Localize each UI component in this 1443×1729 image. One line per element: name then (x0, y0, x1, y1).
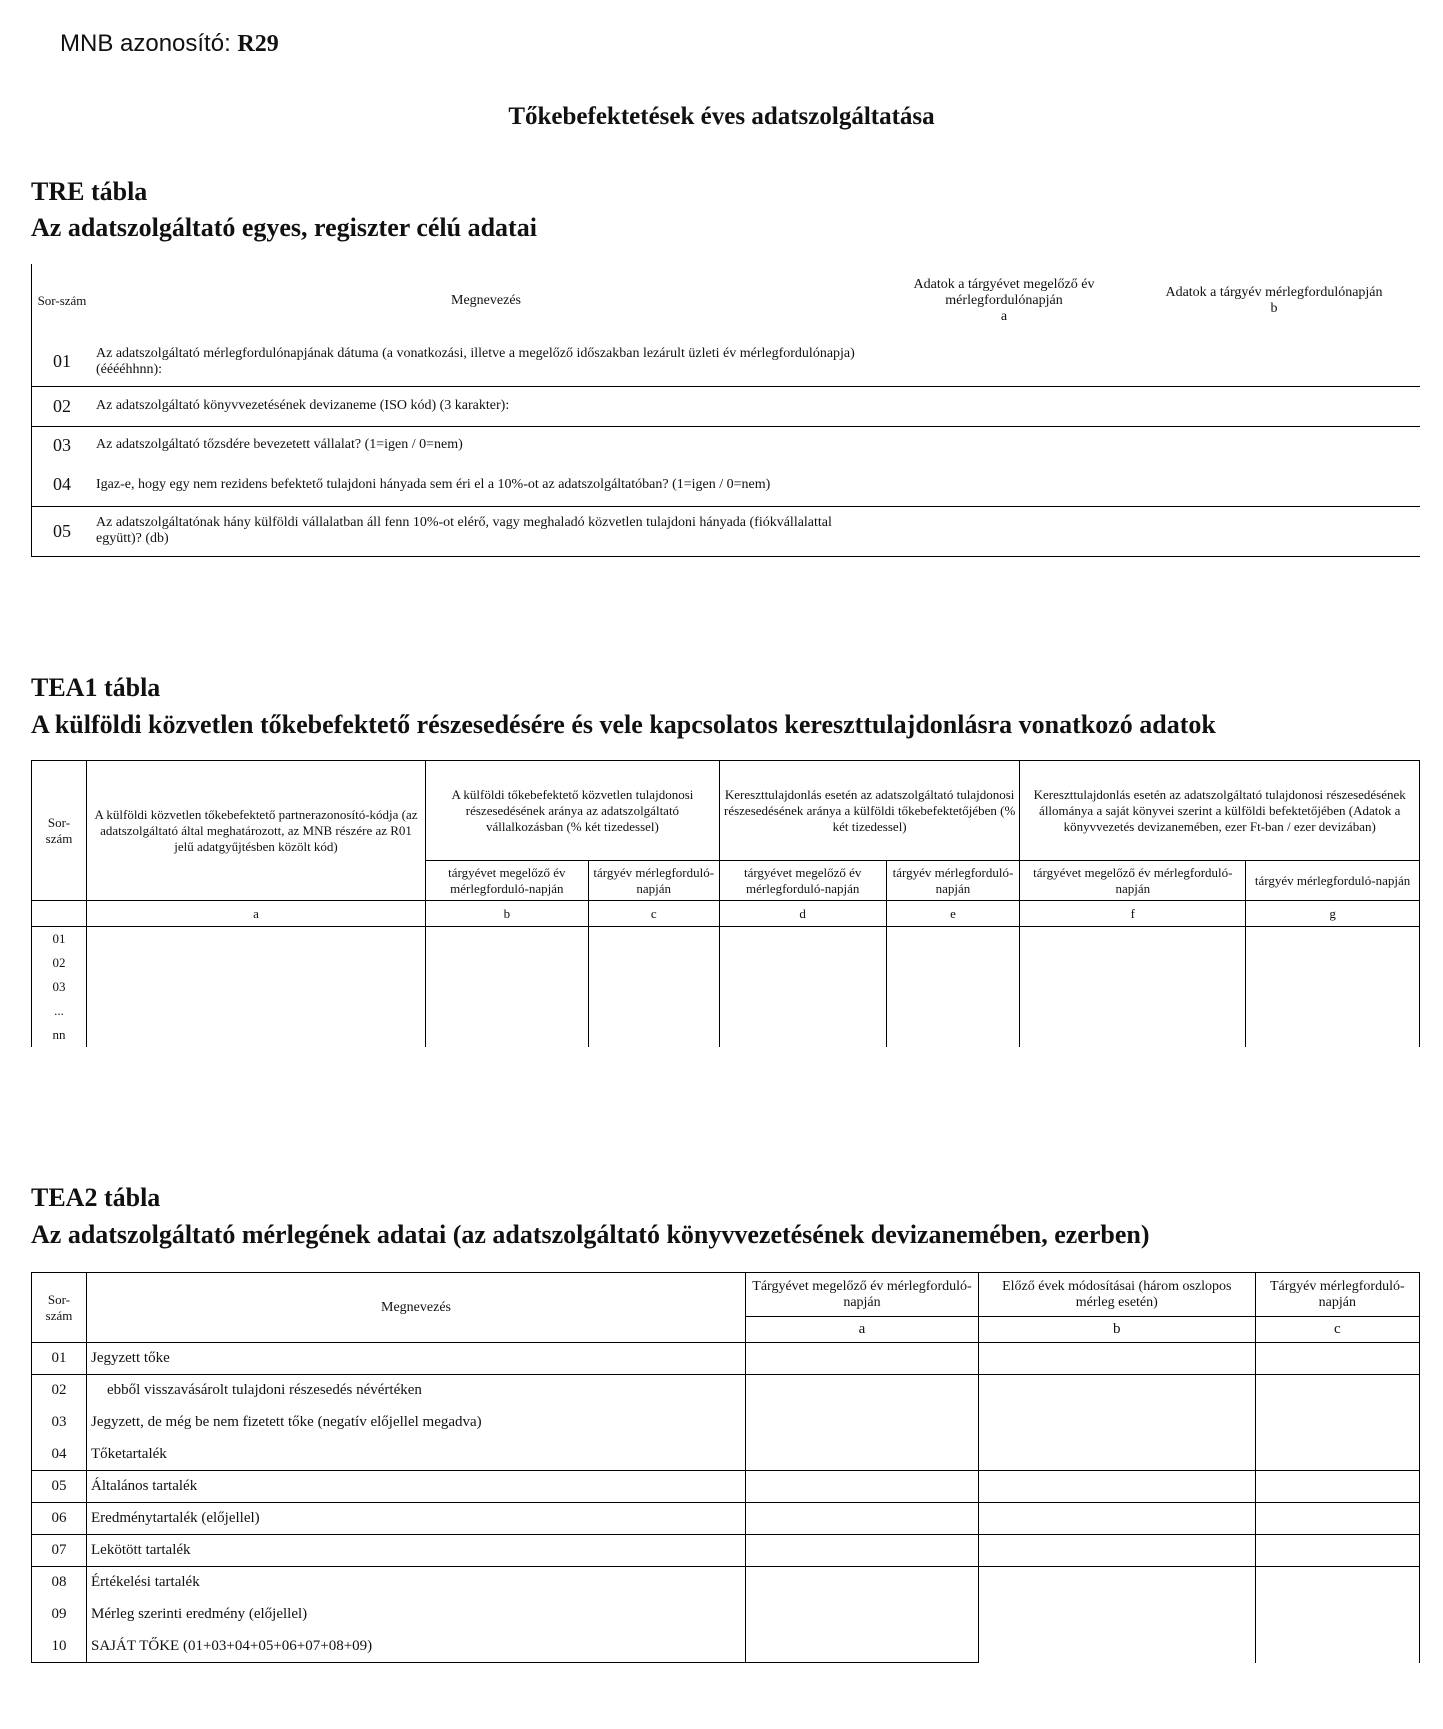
tea1-group-3: Kereszttulajdonlás esetén az adatszolgáltató tulajdonosi részesedésének állománya a saját könyvei szerint a külföldi befektetőjében (Adatok a könyvvezetés devizanemében, ezer Ft-ban / ezer devizában) (1020, 761, 1420, 861)
row-number: nn (32, 1023, 87, 1047)
identifier-label: MNB azonosító: (60, 30, 238, 57)
row-number: 03 (32, 975, 87, 999)
row-number: 02 (32, 951, 87, 975)
row-number: 01 (32, 338, 93, 386)
tea1-subtitle: A külföldi közvetlen tőkebefektető részesedésére és vele kapcsolatos kereszttulajdonlásra vonatkozó adatok (31, 710, 1216, 739)
row-number: 05 (32, 506, 93, 556)
table-row (32, 338, 1421, 386)
tea1-letter-e: e (886, 901, 1020, 927)
tre-col-sorszam: Sor-szám (32, 264, 93, 338)
tre-table (31, 264, 1420, 557)
row-number: 04 (32, 1439, 87, 1471)
row-label: Az adatszolgáltató könyvvezetésének devizaneme (ISO kód) (3 karakter): (92, 386, 880, 426)
tre-letter-a: a (1000, 309, 1008, 324)
tea2-col-a: Tárgyévet megelőző év mérlegforduló-napján (746, 1273, 979, 1317)
tea2-col-sorszam: Sor-szám (32, 1273, 87, 1343)
tea1-sub-e: tárgyév mérlegforduló-napján (886, 861, 1020, 901)
table-row (32, 1407, 1420, 1439)
row-label: Igaz-e, hogy egy nem rezidens befektető tulajdoni hányada sem éri el a 10%-ot az adatszolgáltatóban? (1=igen / 0=nem) (92, 464, 880, 506)
row-number: 08 (32, 1567, 87, 1599)
row-number: 03 (32, 1407, 87, 1439)
tea1-sub-d: tárgyévet megelőző év mérlegforduló-napján (719, 861, 886, 901)
tea1-letter-a: a (87, 901, 426, 927)
tea1-col-sorszam: Sor-szám (32, 761, 87, 901)
table-row (32, 1631, 1420, 1663)
tre-title: TRE tábla (31, 177, 148, 206)
table-row (32, 1535, 1420, 1567)
row-number: 02 (32, 386, 93, 426)
table-row (32, 927, 1420, 952)
tea2-letter-b: b (978, 1317, 1255, 1343)
row-number: 01 (32, 927, 87, 952)
row-number: 01 (32, 1343, 87, 1375)
table-row (32, 426, 1421, 464)
tea1-sub-b: tárgyévet megelőző év mérlegforduló-napján (426, 861, 589, 901)
table-row (32, 1439, 1420, 1471)
tea2-letter-c: c (1255, 1317, 1419, 1343)
row-label: Mérleg szerinti eredmény (előjellel) (87, 1599, 746, 1631)
tea2-letter-a: a (746, 1317, 979, 1343)
tea1-letter-b: b (426, 901, 589, 927)
table-row (32, 975, 1420, 999)
table-row (32, 1599, 1420, 1631)
tea1-group-1: A külföldi tőkebefektető közvetlen tulajdonosi részesedésének aránya az adatszolgáltató vállalkozásban (% két tizedessel) (426, 761, 720, 861)
tea1-sub-c: tárgyév mérlegforduló-napján (588, 861, 719, 901)
tea1-table (31, 760, 1420, 1047)
table-row (32, 951, 1420, 975)
row-label: Az adatszolgáltatónak hány külföldi vállalatban áll fenn 10%-ot elérő, vagy meghaladó közvetlen tulajdoni hányada (fiókvállalattal együtt)? (db) (92, 506, 880, 556)
row-label: Eredménytartalék (előjellel) (87, 1503, 746, 1535)
tre-col-megnevezes: Megnevezés (451, 293, 521, 308)
row-number: 02 (32, 1375, 87, 1407)
tea1-letter-f: f (1020, 901, 1246, 927)
tre-letter-b: b (1270, 301, 1278, 316)
row-number: 09 (32, 1599, 87, 1631)
table-row (32, 1567, 1420, 1599)
table-row (32, 386, 1421, 426)
tea1-sub-f: tárgyévet megelőző év mérlegforduló-napján (1020, 861, 1246, 901)
row-number: 10 (32, 1631, 87, 1663)
table-row (32, 1343, 1420, 1375)
tea1-letter-g: g (1246, 901, 1420, 927)
row-label: Értékelési tartalék (87, 1567, 746, 1599)
row-label: ebből visszavásárolt tulajdoni részesedés névértéken (87, 1375, 746, 1407)
tea1-sub-g: tárgyév mérlegforduló-napján (1246, 861, 1420, 901)
table-row (32, 464, 1421, 506)
tea1-group-2: Kereszttulajdonlás esetén az adatszolgáltató tulajdonosi részesedésének aránya a külföldi tőkebefektetőjében (% két tizedessel) (719, 761, 1020, 861)
tea2-title: TEA2 tábla (31, 1183, 161, 1212)
row-number: ... (32, 999, 87, 1023)
table-row (32, 1503, 1420, 1535)
table-row (32, 1023, 1420, 1047)
row-label: Jegyzett tőke (87, 1343, 746, 1375)
row-label: Az adatszolgáltató tőzsdére bevezetett vállalat? (1=igen / 0=nem) (96, 437, 463, 453)
tea1-letter-d: d (719, 901, 886, 927)
tea2-table (31, 1272, 1420, 1663)
row-label: SAJÁT TŐKE (01+03+04+05+06+07+08+09) (87, 1631, 746, 1663)
table-row (32, 999, 1420, 1023)
identifier-code: R29 (237, 31, 279, 57)
table-row (32, 1471, 1420, 1503)
row-number: 03 (32, 426, 93, 464)
tea1-letter-c: c (588, 901, 719, 927)
row-label: Az adatszolgáltató mérlegfordulónapjának dátuma (a vonatkozási, illetve a megelőző időszakban lezárult üzleti év mérlegfordulónapja) (ééééhhnn): (92, 338, 880, 386)
row-label: Jegyzett, de még be nem fizetett tőke (negatív előjellel megadva) (87, 1407, 746, 1439)
row-number: 05 (32, 1471, 87, 1503)
tea2-col-c: Tárgyév mérlegforduló-napján (1255, 1273, 1419, 1317)
document-title: Tőkebefektetések éves adatszolgáltatása (508, 103, 935, 130)
mnb-identifier (60, 30, 279, 58)
tea1-col-a-head: A külföldi közvetlen tőkebefektető partnerazonosító-kódja (az adatszolgáltató által meghatározott, az MNB részére az R01 jelű adatgyűjtésben közölt kód) (87, 761, 426, 901)
row-number: 07 (32, 1535, 87, 1567)
row-number: 06 (32, 1503, 87, 1535)
row-label: Lekötött tartalék (87, 1535, 746, 1567)
row-label: Tőketartalék (87, 1439, 746, 1471)
tre-subtitle: Az adatszolgáltató egyes, regiszter célú adatai (31, 213, 537, 242)
tre-col-b: Adatok a tárgyév mérlegfordulónapján (1165, 285, 1383, 300)
table-row (32, 506, 1421, 556)
table-row (32, 1375, 1420, 1407)
tea2-col-b: Előző évek módosításai (három oszlopos mérleg esetén) (978, 1273, 1255, 1317)
tre-col-a: Adatok a tárgyévet megelőző év mérlegfordulónapján (913, 277, 1095, 308)
tea2-col-megnevezes: Megnevezés (87, 1273, 746, 1343)
tea1-title: TEA1 tábla (31, 673, 161, 702)
row-number: 04 (32, 464, 93, 506)
tea2-subtitle: Az adatszolgáltató mérlegének adatai (az adatszolgáltató könyvvezetésének devizanemében, ezerben) (31, 1220, 1150, 1249)
row-label: Általános tartalék (87, 1471, 746, 1503)
